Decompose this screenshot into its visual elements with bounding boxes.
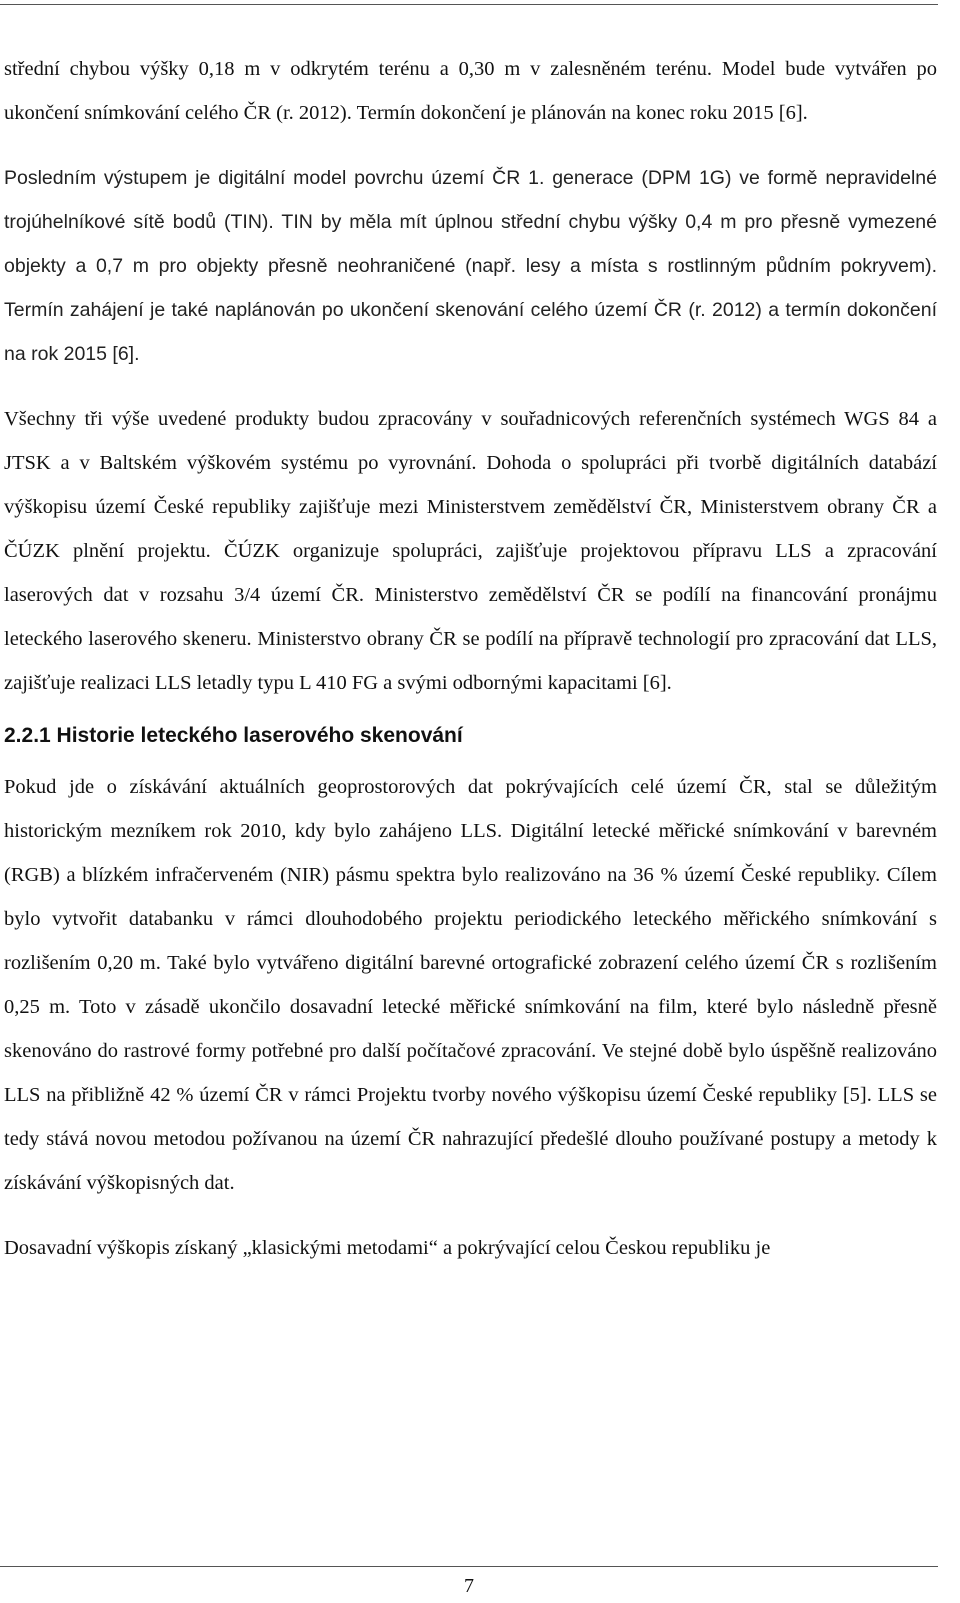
footer-divider	[0, 1566, 938, 1567]
paragraph-dmr-accuracy: střední chybou výšky 0,18 m v odkrytém terénu a 0,30 m v zalesněném terénu. Model bude vytvářen po ukončení snímkování celého ČR (r. 2012). Termín dokončení je plánován na konec roku 2015 [6].	[4, 58, 937, 124]
document-body	[4, 47, 937, 1270]
section-heading: 2.2.1 Historie leteckého laserového skenování	[4, 724, 463, 747]
paragraph-lls-history: Pokud jde o získávání aktuálních geoprostorových dat pokrývajících celé území ČR, stal se důležitým historickým mezníkem rok 2010, kdy bylo zahájeno LLS. Digitální letecké měřické snímkování v barevném (RGB) a blízkém infračerveném (NIR) pásmu spektra bylo realizováno na 36 % území České republiky. Cílem bylo vytvořit databanku v rámci dlouhodobého projektu periodického leteckého měřického snímkování s rozlišením 0,20 m. Také bylo vytvářeno digitální barevné ortografické zobrazení celého území ČR s rozlišením 0,25 m. Toto v zásadě ukončilo dosavadní letecké měřické snímkování na film, které bylo následně přesně skenováno do rastrové formy potřebné pro další počítačové zpracování. Ve stejné době bylo úspěšně realizováno LLS na přibližně 42 % území ČR v rámci Projektu tvorby nového výškopisu území České republiky [5]. LLS se tedy stává novou metodou požívanou na území ČR nahrazující předešlé dlouho používané postupy a metody k získávání výškopisných dat.	[4, 776, 937, 1194]
paragraph-classic-heights: Dosavadní výškopis získaný „klasickými metodami“ a pokrývající celou Českou republiku je	[4, 1237, 771, 1259]
paragraph-dpm-tin: Posledním výstupem je digitální model povrchu území ČR 1. generace (DPM 1G) ve formě nepravidelné trojúhelníkové sítě bodů (TIN). TIN by měla mít úplnou střední chybu výšky 0,4 m pro přesně vymezené objekty a 0,7 m pro objekty přesně neohraničené (např. lesy a místa s rostlinným půdním pokryvem). Termín zahájení je také naplánován po ukončení skenování celého území ČR (r. 2012) a termín dokončení na rok 2015 [6].	[4, 167, 937, 365]
page-number: 7	[464, 1575, 474, 1597]
paragraph-products-cooperation: Všechny tři výše uvedené produkty budou zpracovány v souřadnicových referenčních systémech WGS 84 a JTSK a v Baltském výškovém systému po vyrovnání. Dohoda o spolupráci při tvorbě digitálních databází výškopisu území České republiky zajišťuje mezi Ministerstvem zemědělství ČR, Ministerstvem obrany ČR a ČÚZK plnění projektu. ČÚZK organizuje spolupráci, zajišťuje projektovou přípravu LLS a zpracování laserových dat v rozsahu 3/4 území ČR. Ministerstvo zemědělství ČR se podílí na financování pronájmu leteckého laserového skeneru. Ministerstvo obrany ČR se podílí na přípravě technologií pro zpracování dat LLS, zajišťuje realizaci LLS letadly typu L 410 FG a svými odbornými kapacitami [6].	[4, 408, 937, 694]
top-divider	[0, 4, 938, 5]
